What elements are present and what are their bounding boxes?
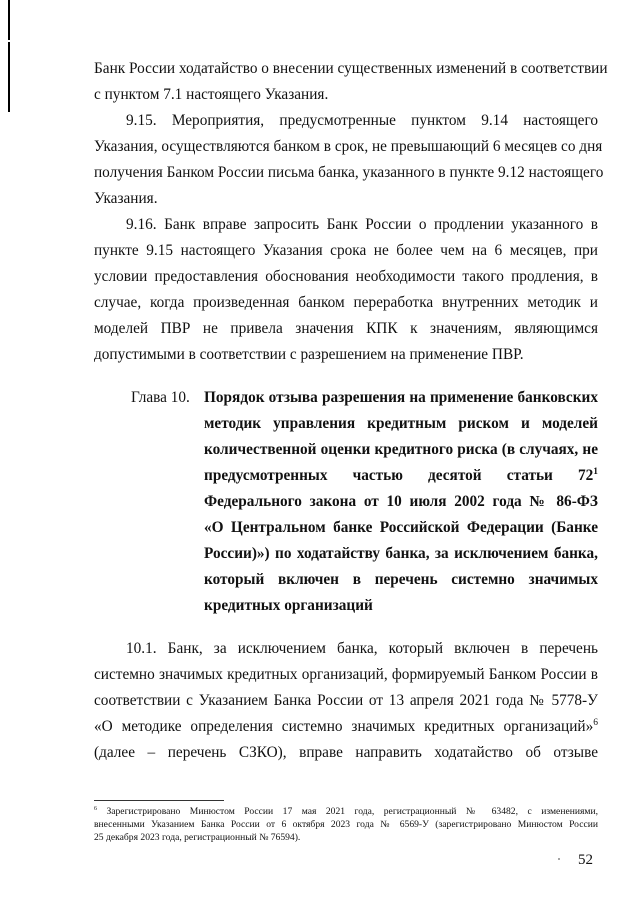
scan-edge-line [8,0,10,40]
body-line: с пунктом 7.1 настоящего Указания. [94,86,329,103]
body-line: условии предоставления обоснования необходимости такого продления, в [94,268,598,285]
footnote-line [94,806,598,818]
body-line: системно значимых кредитных организаций, формируемый Банком России в [94,666,598,683]
chapter-title-text: предусмотренных частью десятой статьи 72 [204,467,594,484]
body-line: 9.15. Мероприятия, предусмотренные пунктом 9.14 настоящего [126,112,598,129]
body-line: получения Банком России письма банка, указанного в пункте 9.12 настоящего [94,164,604,181]
chapter-label: Глава 10. [131,389,190,406]
body-line: 9.16. Банк вправе запросить Банк России о продлении указанного в [126,216,598,233]
page-number: 52 [578,852,593,868]
footnote-mark: 6 [94,805,97,812]
chapter-title-line: «О Центральном банке Российской Федерации (Банке [204,519,598,536]
body-text: «О методике определения системно значимых кредитных организаций» [94,718,594,735]
chapter-title-line: Федерального закона от 10 июля 2002 года № 86-ФЗ [204,493,598,510]
body-line: допустимыми в соответствии с разрешением на применение ПВР. [94,346,524,363]
chapter-title-line: который включен в перечень системно значимых [204,571,598,588]
footnote-line: 25 декабря 2023 года, регистрационный № 76594). [94,832,301,843]
body-line: 10.1. Банк, за исключением банка, который включен в перечень [126,640,598,657]
body-line: Указания, осуществляются банком в срок, не превышающий 6 месяцев со дня [94,138,603,155]
chapter-title-line [204,467,598,485]
body-line: моделей ПВР не привела значения КПК к значениям, являющимся [94,320,598,337]
body-line: (далее – перечень СЗКО), вправе направить ходатайство об отзыве [94,744,598,761]
footnote-separator [94,800,224,801]
chapter-title-line: России)») по ходатайству банка, за исключением банка, [204,545,598,562]
chapter-title-line: методик управления кредитным риском и моделей [204,415,598,432]
footnote-superscript: 1 [593,466,598,477]
body-line: пункте 9.15 настоящего Указания срока не более чем на 6 месяцев, при [94,242,598,259]
body-line: соответствии с Указанием Банка России от 13 апреля 2021 года № 5778-У [94,692,598,709]
body-line: Банк России ходатайство о внесении существенных изменений в соответствии [94,60,608,77]
footnote-line: внесенными Указанием Банка России от 6 октября 2023 года № 6569-У (зарегистрировано Минюстом России [94,819,598,830]
footnote-text: Зарегистрировано Минюстом России 17 мая 2021 года, регистрационный № 63482, с изменениями, [96,806,598,817]
chapter-title-line: количественной оценки кредитного риска (в случаях, не [204,441,598,458]
body-line: случае, когда произведенная банком переработка внутренних методик и [94,294,598,311]
scan-speck [558,858,560,860]
chapter-title-line: Порядок отзыва разрешения на применение банковских [204,389,598,406]
scan-edge-line [8,42,10,112]
chapter-title-line: кредитных организаций [204,597,373,614]
footnote-reference: 6 [593,717,598,728]
body-line: Указания. [94,190,158,207]
body-line [94,718,598,736]
